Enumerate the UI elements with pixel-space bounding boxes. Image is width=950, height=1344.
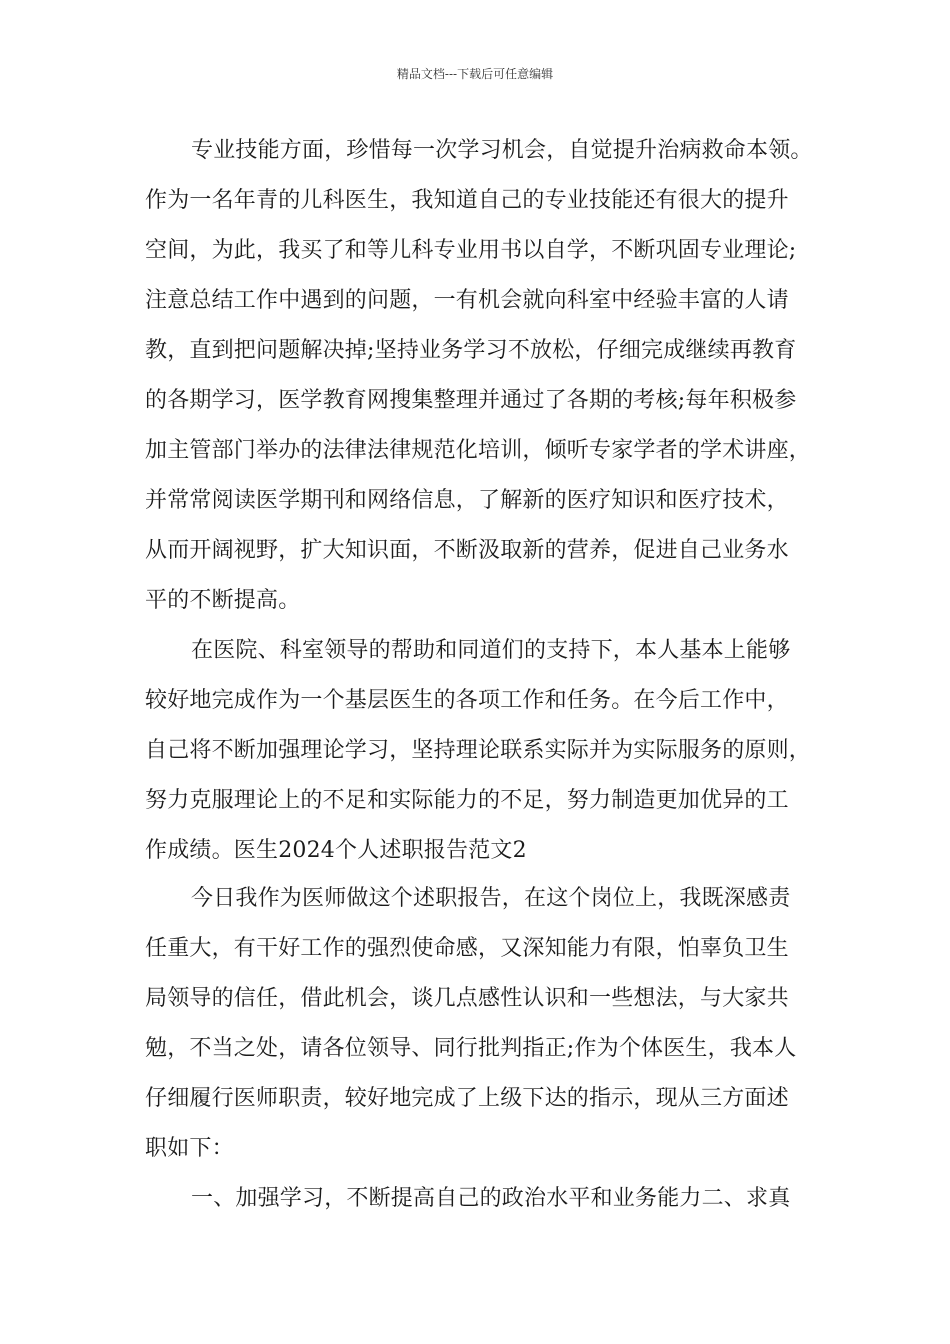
text-line: 并常常阅读医学期刊和网络信息，了解新的医疗知识和医疗技术， (145, 488, 789, 513)
text-line: 加主管部门举办的法律法律规范化培训，倾听专家学者的学术讲座， (145, 438, 812, 463)
text-line: 作为一名年青的儿科医生，我知道自己的专业技能还有很大的提升 (145, 188, 789, 213)
text-line: 勉，不当之处，请各位领导、同行批判指正;作为个体医生，我本人 (145, 1036, 797, 1061)
text-line: 教，直到把问题解决掉;坚持业务学习不放松，仔细完成继续再教育 (145, 338, 797, 363)
text-line: 较好地完成作为一个基层医生的各项工作和任务。在今后工作中， (145, 688, 789, 713)
text-line: 今日我作为医师做这个述职报告，在这个岗位上，我既深感责 (191, 886, 791, 911)
text-line: 专业技能方面，珍惜每一次学习机会，自觉提升治病救命本领。 (191, 138, 813, 163)
text-line: 空间，为此，我买了和等儿科专业用书以自学，不断巩固专业理论; (145, 238, 797, 263)
text-line: 任重大，有干好工作的强烈使命感，又深知能力有限，怕辜负卫生 (145, 936, 789, 961)
text-line: 注意总结工作中遇到的问题，一有机会就向科室中经验丰富的人请 (145, 288, 789, 313)
text-line: 在医院、科室领导的帮助和同道们的支持下，本人基本上能够 (191, 638, 791, 663)
text-line: 一、加强学习，不断提高自己的政治水平和业务能力二、求真 (191, 1186, 791, 1211)
text-line: 职如下： (145, 1136, 234, 1161)
text-line: 自己将不断加强理论学习，坚持理论联系实际并为实际服务的原则， (145, 738, 812, 763)
text-line: 平的不断提高。 (145, 588, 301, 613)
text-line: 仔细履行医师职责，较好地完成了上级下达的指示，现从三方面述 (145, 1086, 789, 1111)
text-line: 局领导的信任，借此机会，谈几点感性认识和一些想法，与大家共 (145, 986, 789, 1011)
text-line: 从而开阔视野，扩大知识面，不断汲取新的营养，促进自己业务水 (145, 538, 789, 563)
text-line: 努力克服理论上的不足和实际能力的不足，努力制造更加优异的工 (145, 788, 789, 813)
text-line: 作成绩。医生2024个人述职报告范文2 (145, 838, 527, 863)
text-line: 的各期学习，医学教育网搜集整理并通过了各期的考核;每年积极参 (145, 388, 797, 413)
page-header: 精品文档---下载后可任意编辑 (396, 67, 554, 81)
